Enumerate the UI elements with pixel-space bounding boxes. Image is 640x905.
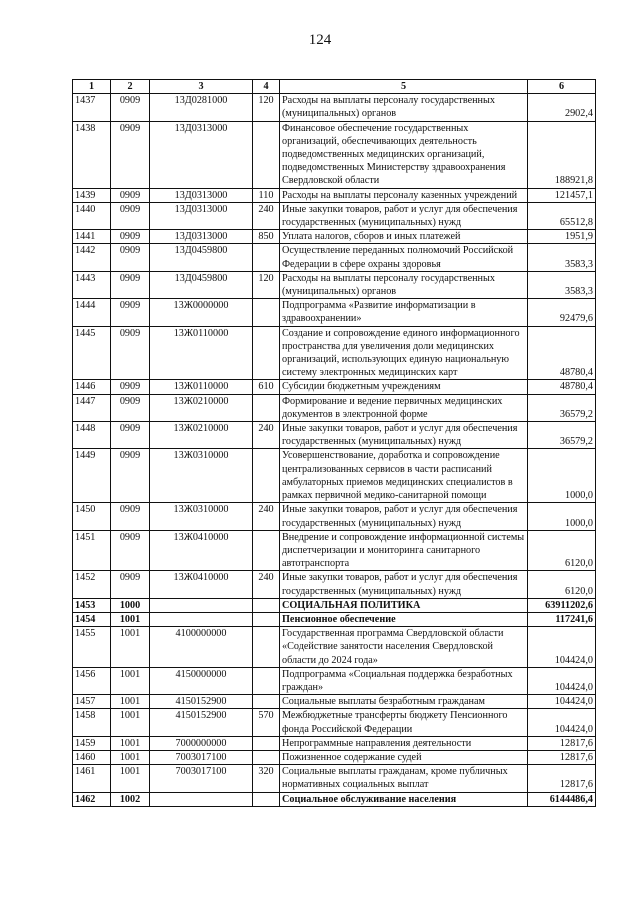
amount-cell: 36579,2 [528, 422, 596, 449]
table-row [73, 244, 596, 271]
target-code-cell: 7003017100 [150, 765, 253, 792]
target-code-cell: 13Ж0210000 [150, 422, 253, 449]
section-code-cell: 1001 [111, 695, 150, 709]
row-number-cell: 1445 [73, 326, 111, 380]
section-code-cell: 1001 [111, 736, 150, 750]
table-row [73, 765, 596, 792]
amount-cell: 12817,6 [528, 765, 596, 792]
expense-type-cell [253, 736, 280, 750]
section-code-cell: 0909 [111, 326, 150, 380]
item-name-cell: Формирование и ведение первичных медицинских документов в электронной форме [280, 394, 528, 421]
row-number-cell: 1437 [73, 94, 111, 121]
item-name-cell: Усовершенствование, доработка и сопровождение централизованных сервисов в части расписаний амбулаторных приемов медицинских специалистов в рамках первичной медико-санитарной помощи [280, 449, 528, 503]
row-number-cell: 1448 [73, 422, 111, 449]
expense-type-cell: 320 [253, 765, 280, 792]
item-name-cell: Подпрограмма «Социальная поддержка безработных граждан» [280, 667, 528, 694]
target-code-cell: 13Д0281000 [150, 94, 253, 121]
table-row [73, 571, 596, 598]
amount-cell: 117241,6 [528, 612, 596, 626]
target-code-cell [150, 792, 253, 806]
table-row [73, 299, 596, 326]
item-name-cell: Межбюджетные трансферты бюджету Пенсионного фонда Российской Федерации [280, 709, 528, 736]
target-code-cell: 13Ж0000000 [150, 299, 253, 326]
row-number-cell: 1460 [73, 750, 111, 764]
table-row [73, 750, 596, 764]
item-name-cell: Государственная программа Свердловской области «Содействие занятости населения Свердловской области до 2024 года» [280, 627, 528, 668]
item-name-cell: Финансовое обеспечение государственных организаций, обеспечивающих деятельность подведомственных медицинских организаций, подведомственных Министерству здравоохранения Свердловской области [280, 121, 528, 188]
section-code-cell: 1001 [111, 765, 150, 792]
table-row [73, 422, 596, 449]
item-name-cell: Социальные выплаты безработным гражданам [280, 695, 528, 709]
target-code-cell: 13Ж0410000 [150, 530, 253, 571]
expense-type-cell [253, 530, 280, 571]
amount-cell: 3583,3 [528, 271, 596, 298]
target-code-cell: 7000000000 [150, 736, 253, 750]
row-number-cell: 1461 [73, 765, 111, 792]
table-row [73, 449, 596, 503]
target-code-cell: 13Д0313000 [150, 188, 253, 202]
table-body [73, 94, 596, 807]
item-name-cell: Подпрограмма «Развитие информатизации в здравоохранении» [280, 299, 528, 326]
target-code-cell: 4150000000 [150, 667, 253, 694]
amount-cell: 92479,6 [528, 299, 596, 326]
item-name-cell: Пенсионное обеспечение [280, 612, 528, 626]
expense-type-cell: 570 [253, 709, 280, 736]
target-code-cell [150, 612, 253, 626]
expense-type-cell [253, 326, 280, 380]
row-number-cell: 1462 [73, 792, 111, 806]
item-name-cell: Пожизненное содержание судей [280, 750, 528, 764]
amount-cell: 188921,8 [528, 121, 596, 188]
target-code-cell: 13Ж0310000 [150, 449, 253, 503]
item-name-cell: Субсидии бюджетным учреждениям [280, 380, 528, 394]
expense-type-cell: 610 [253, 380, 280, 394]
expense-type-cell [253, 121, 280, 188]
row-number-cell: 1458 [73, 709, 111, 736]
row-number-cell: 1438 [73, 121, 111, 188]
item-name-cell: Расходы на выплаты персоналу государственных (муниципальных) органов [280, 94, 528, 121]
section-code-cell: 0909 [111, 530, 150, 571]
amount-cell: 1000,0 [528, 503, 596, 530]
item-name-cell: Социальное обслуживание населения [280, 792, 528, 806]
section-code-cell: 1002 [111, 792, 150, 806]
table-row [73, 736, 596, 750]
amount-cell: 104424,0 [528, 627, 596, 668]
table-row [73, 121, 596, 188]
section-code-cell: 1001 [111, 667, 150, 694]
section-code-cell: 1001 [111, 612, 150, 626]
section-code-cell: 0909 [111, 394, 150, 421]
row-number-cell: 1441 [73, 230, 111, 244]
amount-cell: 104424,0 [528, 667, 596, 694]
table-row [73, 380, 596, 394]
row-number-cell: 1457 [73, 695, 111, 709]
table-row [73, 792, 596, 806]
column-header: 1 [73, 80, 111, 94]
item-name-cell: Осуществление переданных полномочий Российской Федерации в сфере охраны здоровья [280, 244, 528, 271]
row-number-cell: 1447 [73, 394, 111, 421]
amount-cell: 6144486,4 [528, 792, 596, 806]
table-row [73, 394, 596, 421]
table-row [73, 188, 596, 202]
expense-type-cell [253, 695, 280, 709]
expense-type-cell: 240 [253, 202, 280, 229]
amount-cell: 48780,4 [528, 326, 596, 380]
expense-type-cell [253, 598, 280, 612]
amount-cell: 104424,0 [528, 695, 596, 709]
table-row [73, 627, 596, 668]
row-number-cell: 1455 [73, 627, 111, 668]
target-code-cell: 13Ж0210000 [150, 394, 253, 421]
table-row [73, 94, 596, 121]
expense-type-cell: 850 [253, 230, 280, 244]
item-name-cell: Внедрение и сопровождение информационной системы диспетчеризации и мониторинга санитарного автотранспорта [280, 530, 528, 571]
expense-type-cell: 120 [253, 271, 280, 298]
table-row [73, 230, 596, 244]
row-number-cell: 1442 [73, 244, 111, 271]
row-number-cell: 1454 [73, 612, 111, 626]
section-code-cell: 0909 [111, 449, 150, 503]
table-row [73, 598, 596, 612]
item-name-cell: Непрограммные направления деятельности [280, 736, 528, 750]
amount-cell: 48780,4 [528, 380, 596, 394]
section-code-cell: 0909 [111, 271, 150, 298]
row-number-cell: 1440 [73, 202, 111, 229]
row-number-cell: 1449 [73, 449, 111, 503]
target-code-cell: 13Д0313000 [150, 121, 253, 188]
row-number-cell: 1456 [73, 667, 111, 694]
expense-type-cell: 120 [253, 94, 280, 121]
expense-type-cell: 240 [253, 503, 280, 530]
expense-type-cell [253, 627, 280, 668]
section-code-cell: 0909 [111, 422, 150, 449]
budget-table [72, 79, 596, 807]
item-name-cell: Создание и сопровождение единого информационного пространства для увеличения доли медицинских организаций, использующих единую национальную систему электронных медицинских карт [280, 326, 528, 380]
expense-type-cell: 240 [253, 422, 280, 449]
column-header: 4 [253, 80, 280, 94]
target-code-cell: 4150152900 [150, 709, 253, 736]
amount-cell: 1951,9 [528, 230, 596, 244]
target-code-cell: 13Д0313000 [150, 202, 253, 229]
target-code-cell: 13Д0459800 [150, 244, 253, 271]
column-header: 6 [528, 80, 596, 94]
expense-type-cell [253, 667, 280, 694]
expense-type-cell: 110 [253, 188, 280, 202]
target-code-cell: 13Д0313000 [150, 230, 253, 244]
section-code-cell: 0909 [111, 244, 150, 271]
section-code-cell: 1001 [111, 709, 150, 736]
amount-cell: 6120,0 [528, 530, 596, 571]
row-number-cell: 1453 [73, 598, 111, 612]
target-code-cell: 13Ж0410000 [150, 571, 253, 598]
table-row [73, 202, 596, 229]
item-name-cell: Иные закупки товаров, работ и услуг для обеспечения государственных (муниципальных) нужд [280, 503, 528, 530]
target-code-cell [150, 598, 253, 612]
section-code-cell: 1001 [111, 750, 150, 764]
target-code-cell: 13Д0459800 [150, 271, 253, 298]
table-header-row [73, 80, 596, 94]
section-code-cell: 0909 [111, 571, 150, 598]
section-code-cell: 0909 [111, 503, 150, 530]
amount-cell: 12817,6 [528, 736, 596, 750]
amount-cell: 2902,4 [528, 94, 596, 121]
section-code-cell: 1001 [111, 627, 150, 668]
table-row [73, 530, 596, 571]
target-code-cell: 4150152900 [150, 695, 253, 709]
expense-type-cell: 240 [253, 571, 280, 598]
item-name-cell: Расходы на выплаты персоналу государственных (муниципальных) органов [280, 271, 528, 298]
item-name-cell: Уплата налогов, сборов и иных платежей [280, 230, 528, 244]
row-number-cell: 1444 [73, 299, 111, 326]
section-code-cell: 0909 [111, 121, 150, 188]
amount-cell: 12817,6 [528, 750, 596, 764]
table-row [73, 612, 596, 626]
table-row [73, 695, 596, 709]
section-code-cell: 0909 [111, 202, 150, 229]
column-header: 3 [150, 80, 253, 94]
table-row [73, 503, 596, 530]
row-number-cell: 1451 [73, 530, 111, 571]
section-code-cell: 0909 [111, 188, 150, 202]
target-code-cell: 13Ж0310000 [150, 503, 253, 530]
item-name-cell: Расходы на выплаты персоналу казенных учреждений [280, 188, 528, 202]
table-row [73, 326, 596, 380]
column-header: 5 [280, 80, 528, 94]
target-code-cell: 13Ж0110000 [150, 326, 253, 380]
section-code-cell: 0909 [111, 380, 150, 394]
row-number-cell: 1443 [73, 271, 111, 298]
expense-type-cell [253, 244, 280, 271]
item-name-cell: Иные закупки товаров, работ и услуг для обеспечения государственных (муниципальных) нужд [280, 422, 528, 449]
row-number-cell: 1459 [73, 736, 111, 750]
table-row [73, 271, 596, 298]
expense-type-cell [253, 299, 280, 326]
amount-cell: 121457,1 [528, 188, 596, 202]
amount-cell: 63911202,6 [528, 598, 596, 612]
amount-cell: 3583,3 [528, 244, 596, 271]
section-code-cell: 0909 [111, 94, 150, 121]
amount-cell: 6120,0 [528, 571, 596, 598]
amount-cell: 1000,0 [528, 449, 596, 503]
target-code-cell: 4100000000 [150, 627, 253, 668]
amount-cell: 65512,8 [528, 202, 596, 229]
row-number-cell: 1452 [73, 571, 111, 598]
item-name-cell: Социальные выплаты гражданам, кроме публичных нормативных социальных выплат [280, 765, 528, 792]
section-code-cell: 0909 [111, 230, 150, 244]
item-name-cell: Иные закупки товаров, работ и услуг для обеспечения государственных (муниципальных) нужд [280, 202, 528, 229]
row-number-cell: 1446 [73, 380, 111, 394]
column-header: 2 [111, 80, 150, 94]
expense-type-cell [253, 612, 280, 626]
amount-cell: 36579,2 [528, 394, 596, 421]
expense-type-cell [253, 394, 280, 421]
amount-cell: 104424,0 [528, 709, 596, 736]
expense-type-cell [253, 750, 280, 764]
item-name-cell: Иные закупки товаров, работ и услуг для обеспечения государственных (муниципальных) нужд [280, 571, 528, 598]
section-code-cell: 1000 [111, 598, 150, 612]
row-number-cell: 1439 [73, 188, 111, 202]
page-number: 124 [308, 32, 332, 48]
expense-type-cell [253, 792, 280, 806]
expense-type-cell [253, 449, 280, 503]
item-name-cell: СОЦИАЛЬНАЯ ПОЛИТИКА [280, 598, 528, 612]
table-row [73, 667, 596, 694]
target-code-cell: 13Ж0110000 [150, 380, 253, 394]
target-code-cell: 7003017100 [150, 750, 253, 764]
row-number-cell: 1450 [73, 503, 111, 530]
table-row [73, 709, 596, 736]
section-code-cell: 0909 [111, 299, 150, 326]
